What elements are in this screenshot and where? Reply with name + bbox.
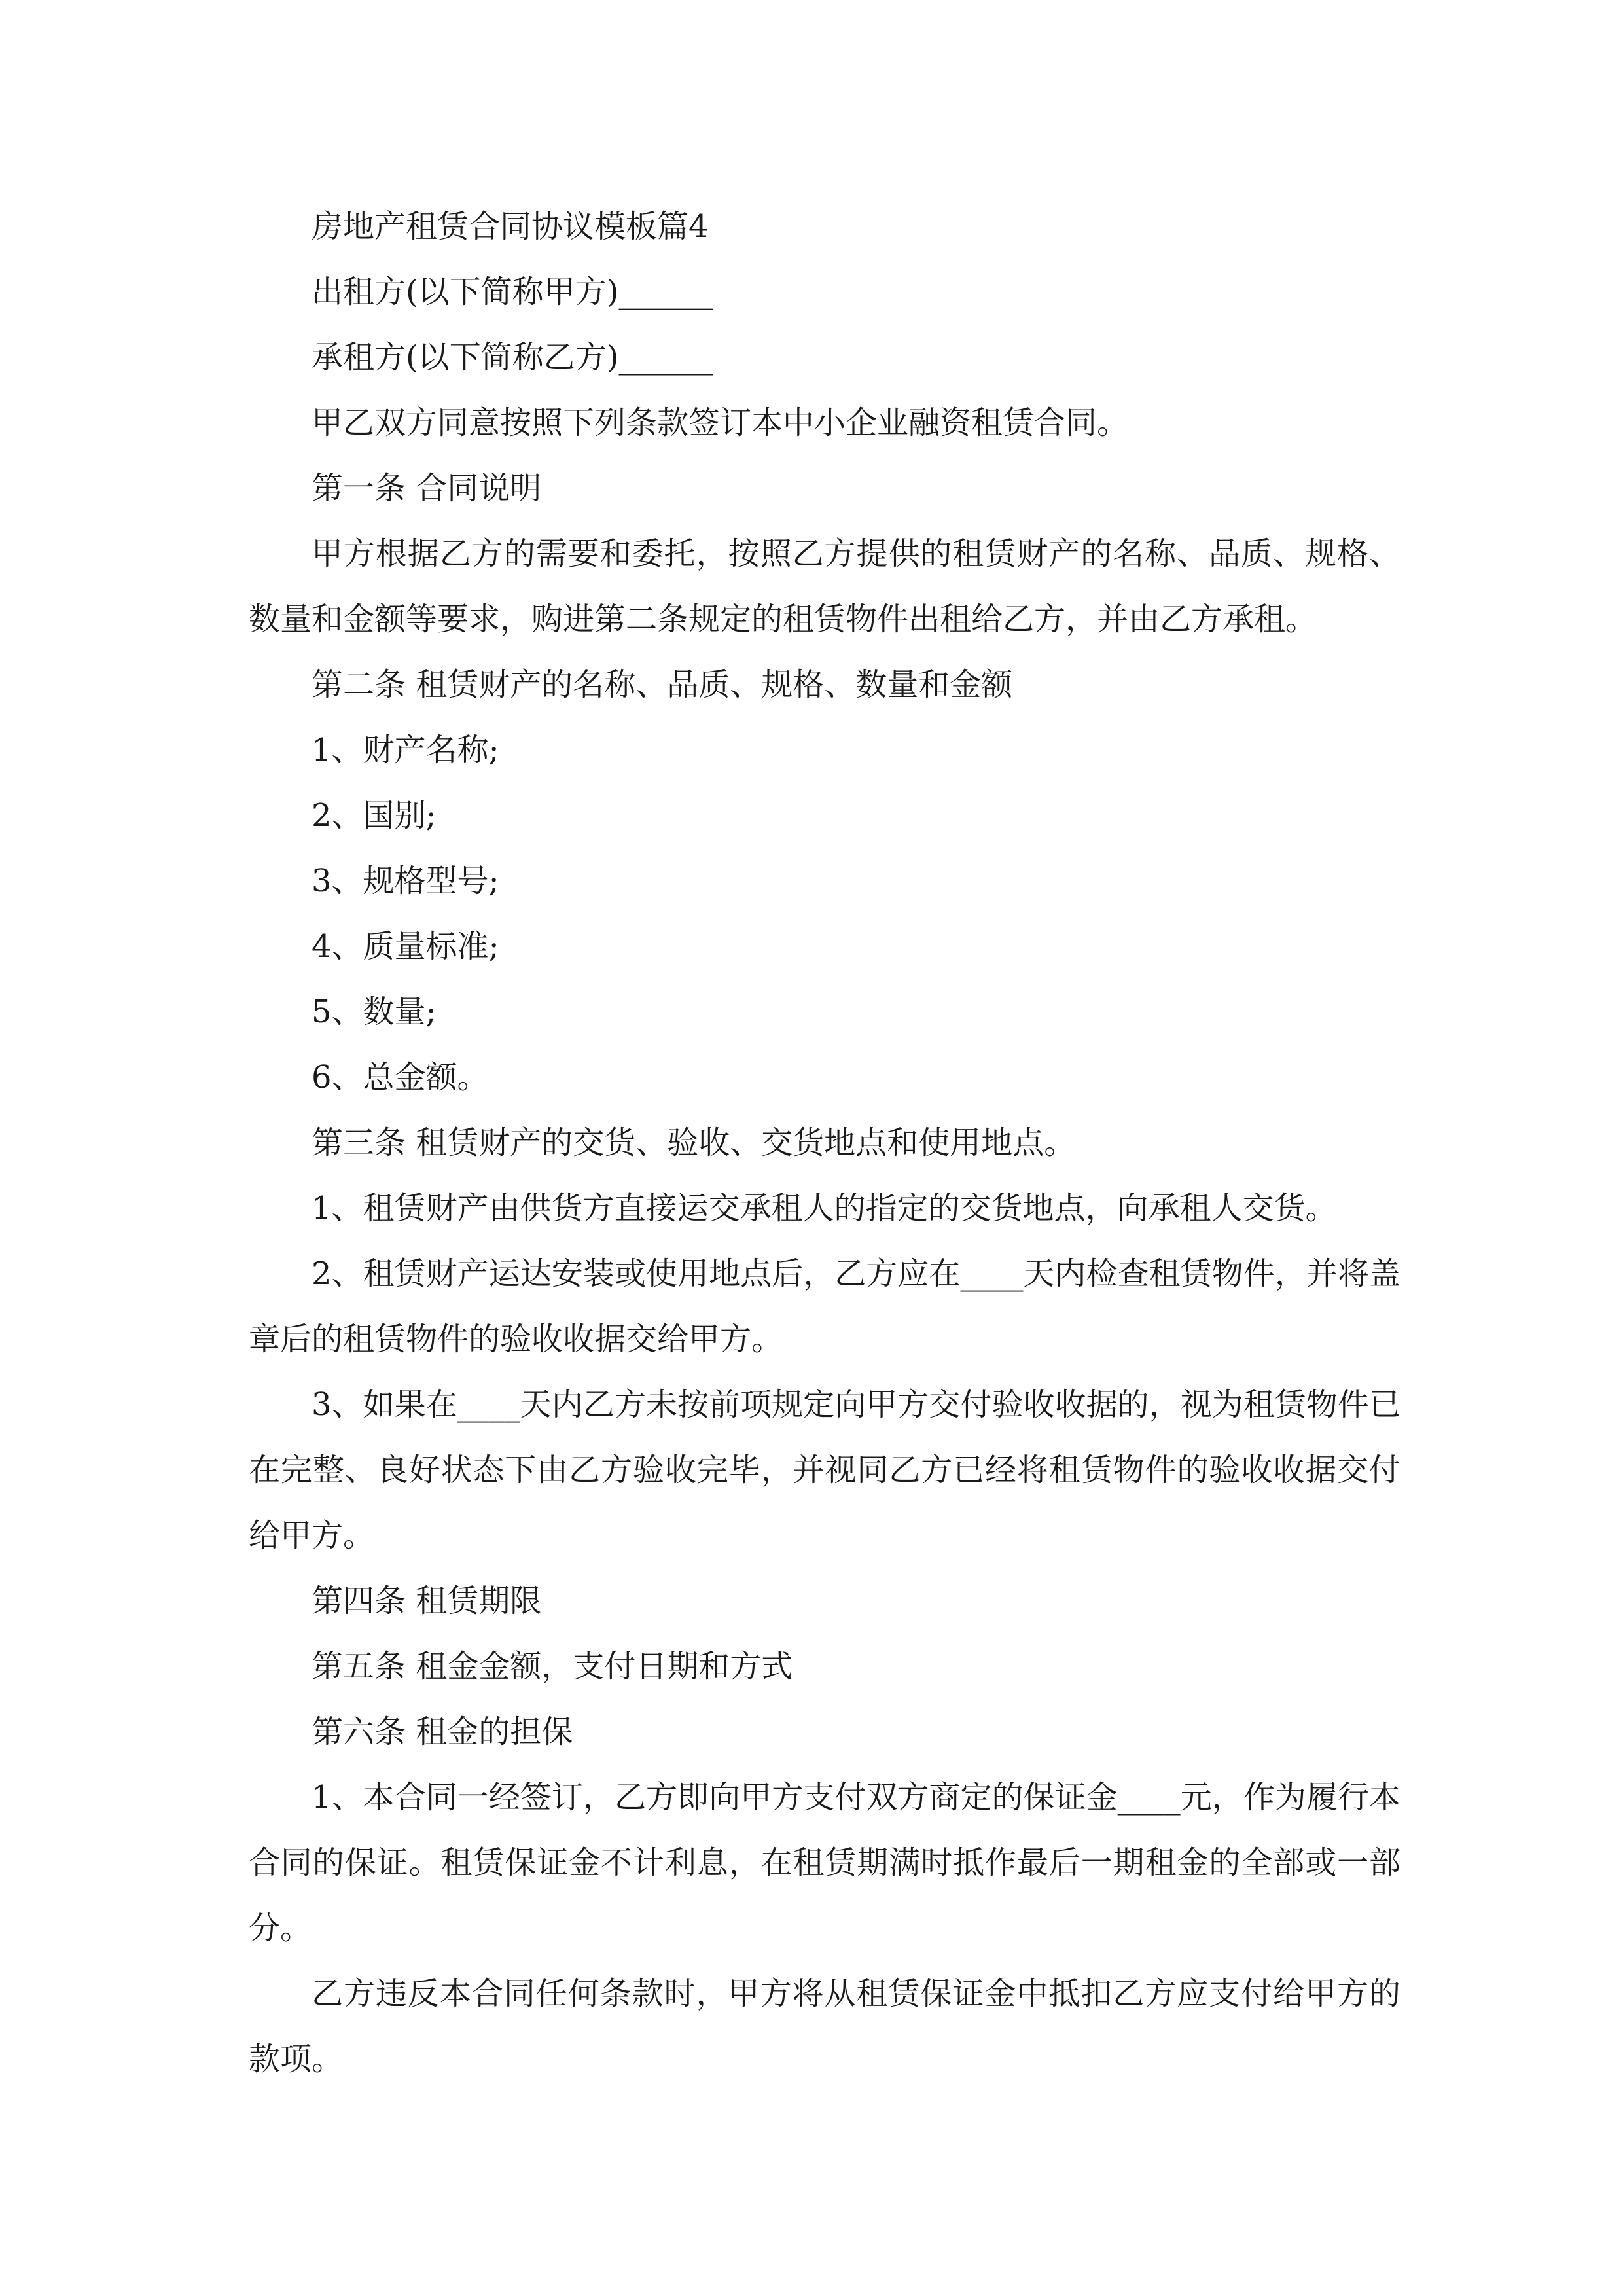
article-2-item-2: 2、国别; <box>312 797 437 834</box>
article-1-heading: 第一条 合同说明 <box>312 470 542 507</box>
lessor-line: 出租方(以下简称甲方)______ <box>312 274 713 310</box>
article-6-item-1: 1、本合同一经签订，乙方即向甲方支付双方商定的保证金____元，作为履行本合同的保证。租赁保证金不计利息，在租赁期满时抵作最后一期租金的全部或一部分。 <box>249 1779 1400 1946</box>
article-3-item-3: 3、如果在____天内乙方未按前项规定向甲方交付验收收据的，视为租赁物件已在完整、良好状态下由乙方验收完毕，并视同乙方已经将租赁物件的验收收据交付给甲方。 <box>249 1386 1400 1554</box>
article-2-heading: 第二条 租赁财产的名称、品质、规格、数量和金额 <box>312 666 1013 703</box>
article-2-item-5: 5、数量; <box>312 994 437 1030</box>
article-1-body: 甲方根据乙方的需要和委托，按照乙方提供的租赁财产的名称、品质、规格、数量和金额等要求，购进第二条规定的租赁物件出租给乙方，并由乙方承租。 <box>249 535 1400 637</box>
document-body <box>249 194 1400 2092</box>
agreement-intro: 甲乙双方同意按照下列条款签订本中小企业融资租赁合同。 <box>312 404 1129 441</box>
article-3-item-1: 1、租赁财产由供货方直接运交承租人的指定的交货地点，向承租人交货。 <box>312 1190 1337 1227</box>
document-title: 房地产租赁合同协议模板篇4 <box>312 208 709 245</box>
article-2-item-3: 3、规格型号; <box>312 863 499 899</box>
article-2-item-4: 4、质量标准; <box>312 928 499 965</box>
article-5-heading: 第五条 租金金额，支付日期和方式 <box>312 1648 793 1685</box>
article-4-heading: 第四条 租赁期限 <box>312 1583 542 1619</box>
article-3-heading: 第三条 租赁财产的交货、验收、交货地点和使用地点。 <box>312 1124 1076 1161</box>
article-2-item-1: 1、财产名称; <box>312 732 499 768</box>
article-2-item-6: 6、总金额。 <box>312 1059 489 1096</box>
article-3-item-2: 2、租赁财产运达安装或使用地点后，乙方应在____天内检查租赁物件，并将盖章后的租赁物件的验收收据交给甲方。 <box>249 1255 1400 1357</box>
article-6-note: 乙方违反本合同任何条款时，甲方将从租赁保证金中抵扣乙方应支付给甲方的款项。 <box>249 1975 1400 2077</box>
article-6-heading: 第六条 租金的担保 <box>312 1713 573 1750</box>
lessee-line: 承租方(以下简称乙方)______ <box>312 339 713 376</box>
